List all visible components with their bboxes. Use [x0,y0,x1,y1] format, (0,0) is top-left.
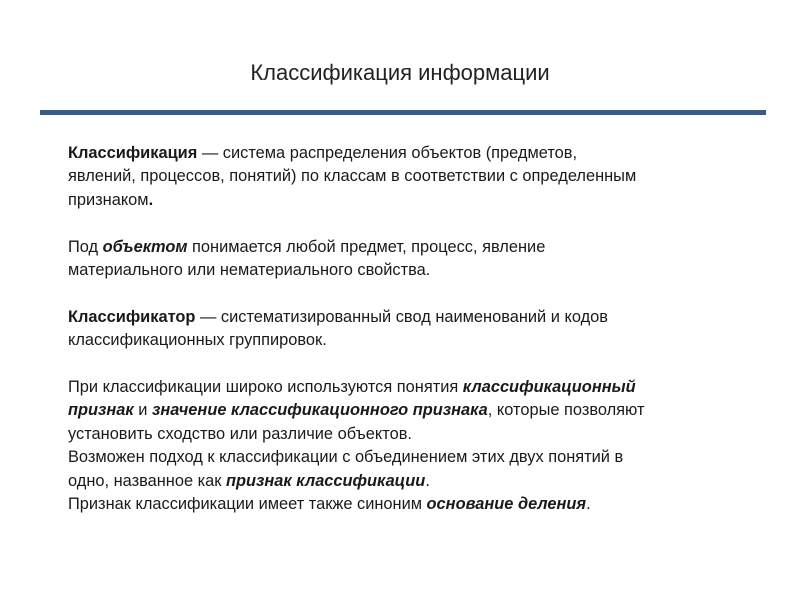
term-classifier: Классификатор [68,307,196,326]
text-span: , которые позволяют [487,401,645,420]
text-span: . [586,495,591,514]
text-span: . [425,471,430,490]
text-span: Возможен подход к классификации с объединением этих двух понятий в [68,448,624,467]
paragraph-concepts [68,376,768,446]
text-span: и [133,401,152,420]
text-span: одно, названное как [68,471,226,490]
page-title: Классификация информации [250,60,550,85]
term-classification-attribute: признак классификации [226,471,426,490]
body-text [68,142,768,516]
paragraph-synonym [68,493,768,516]
text-span: — система распределения объектов (предметов, [197,144,578,162]
paragraph-object [68,236,768,283]
text-span: Признак классификации имеет также синоним [68,495,427,514]
paragraph-classifier [68,306,768,353]
text-span: материального или нематериального свойства. [68,261,431,280]
term-feature-value: значение классификационного признака [152,401,488,420]
paragraph-combined-approach [68,446,768,493]
text-span: . [148,190,154,209]
paragraph-classification [68,142,768,212]
text-span: классификационных группировок. [68,331,327,350]
term-classification-feature-cont: признак [68,401,134,420]
text-span: При классификации широко используются понятия [68,378,463,397]
text-span: установить сходство или различие объектов. [68,424,412,443]
text-span: Под [68,237,103,256]
text-span: — систематизированный свод наименований и кодов [195,307,608,326]
term-object: объектом [102,237,188,256]
text-span: явлений, процессов, понятий) по классам в соответствии с определенным [68,167,637,186]
text-span: признаком [68,190,149,209]
term-division-basis: основание деления [426,495,587,514]
text-span: понимается любой предмет, процесс, явление [187,237,546,256]
title-divider [40,110,766,115]
term-classification: Классификация [68,144,198,162]
term-classification-feature: классификационный [462,378,636,397]
